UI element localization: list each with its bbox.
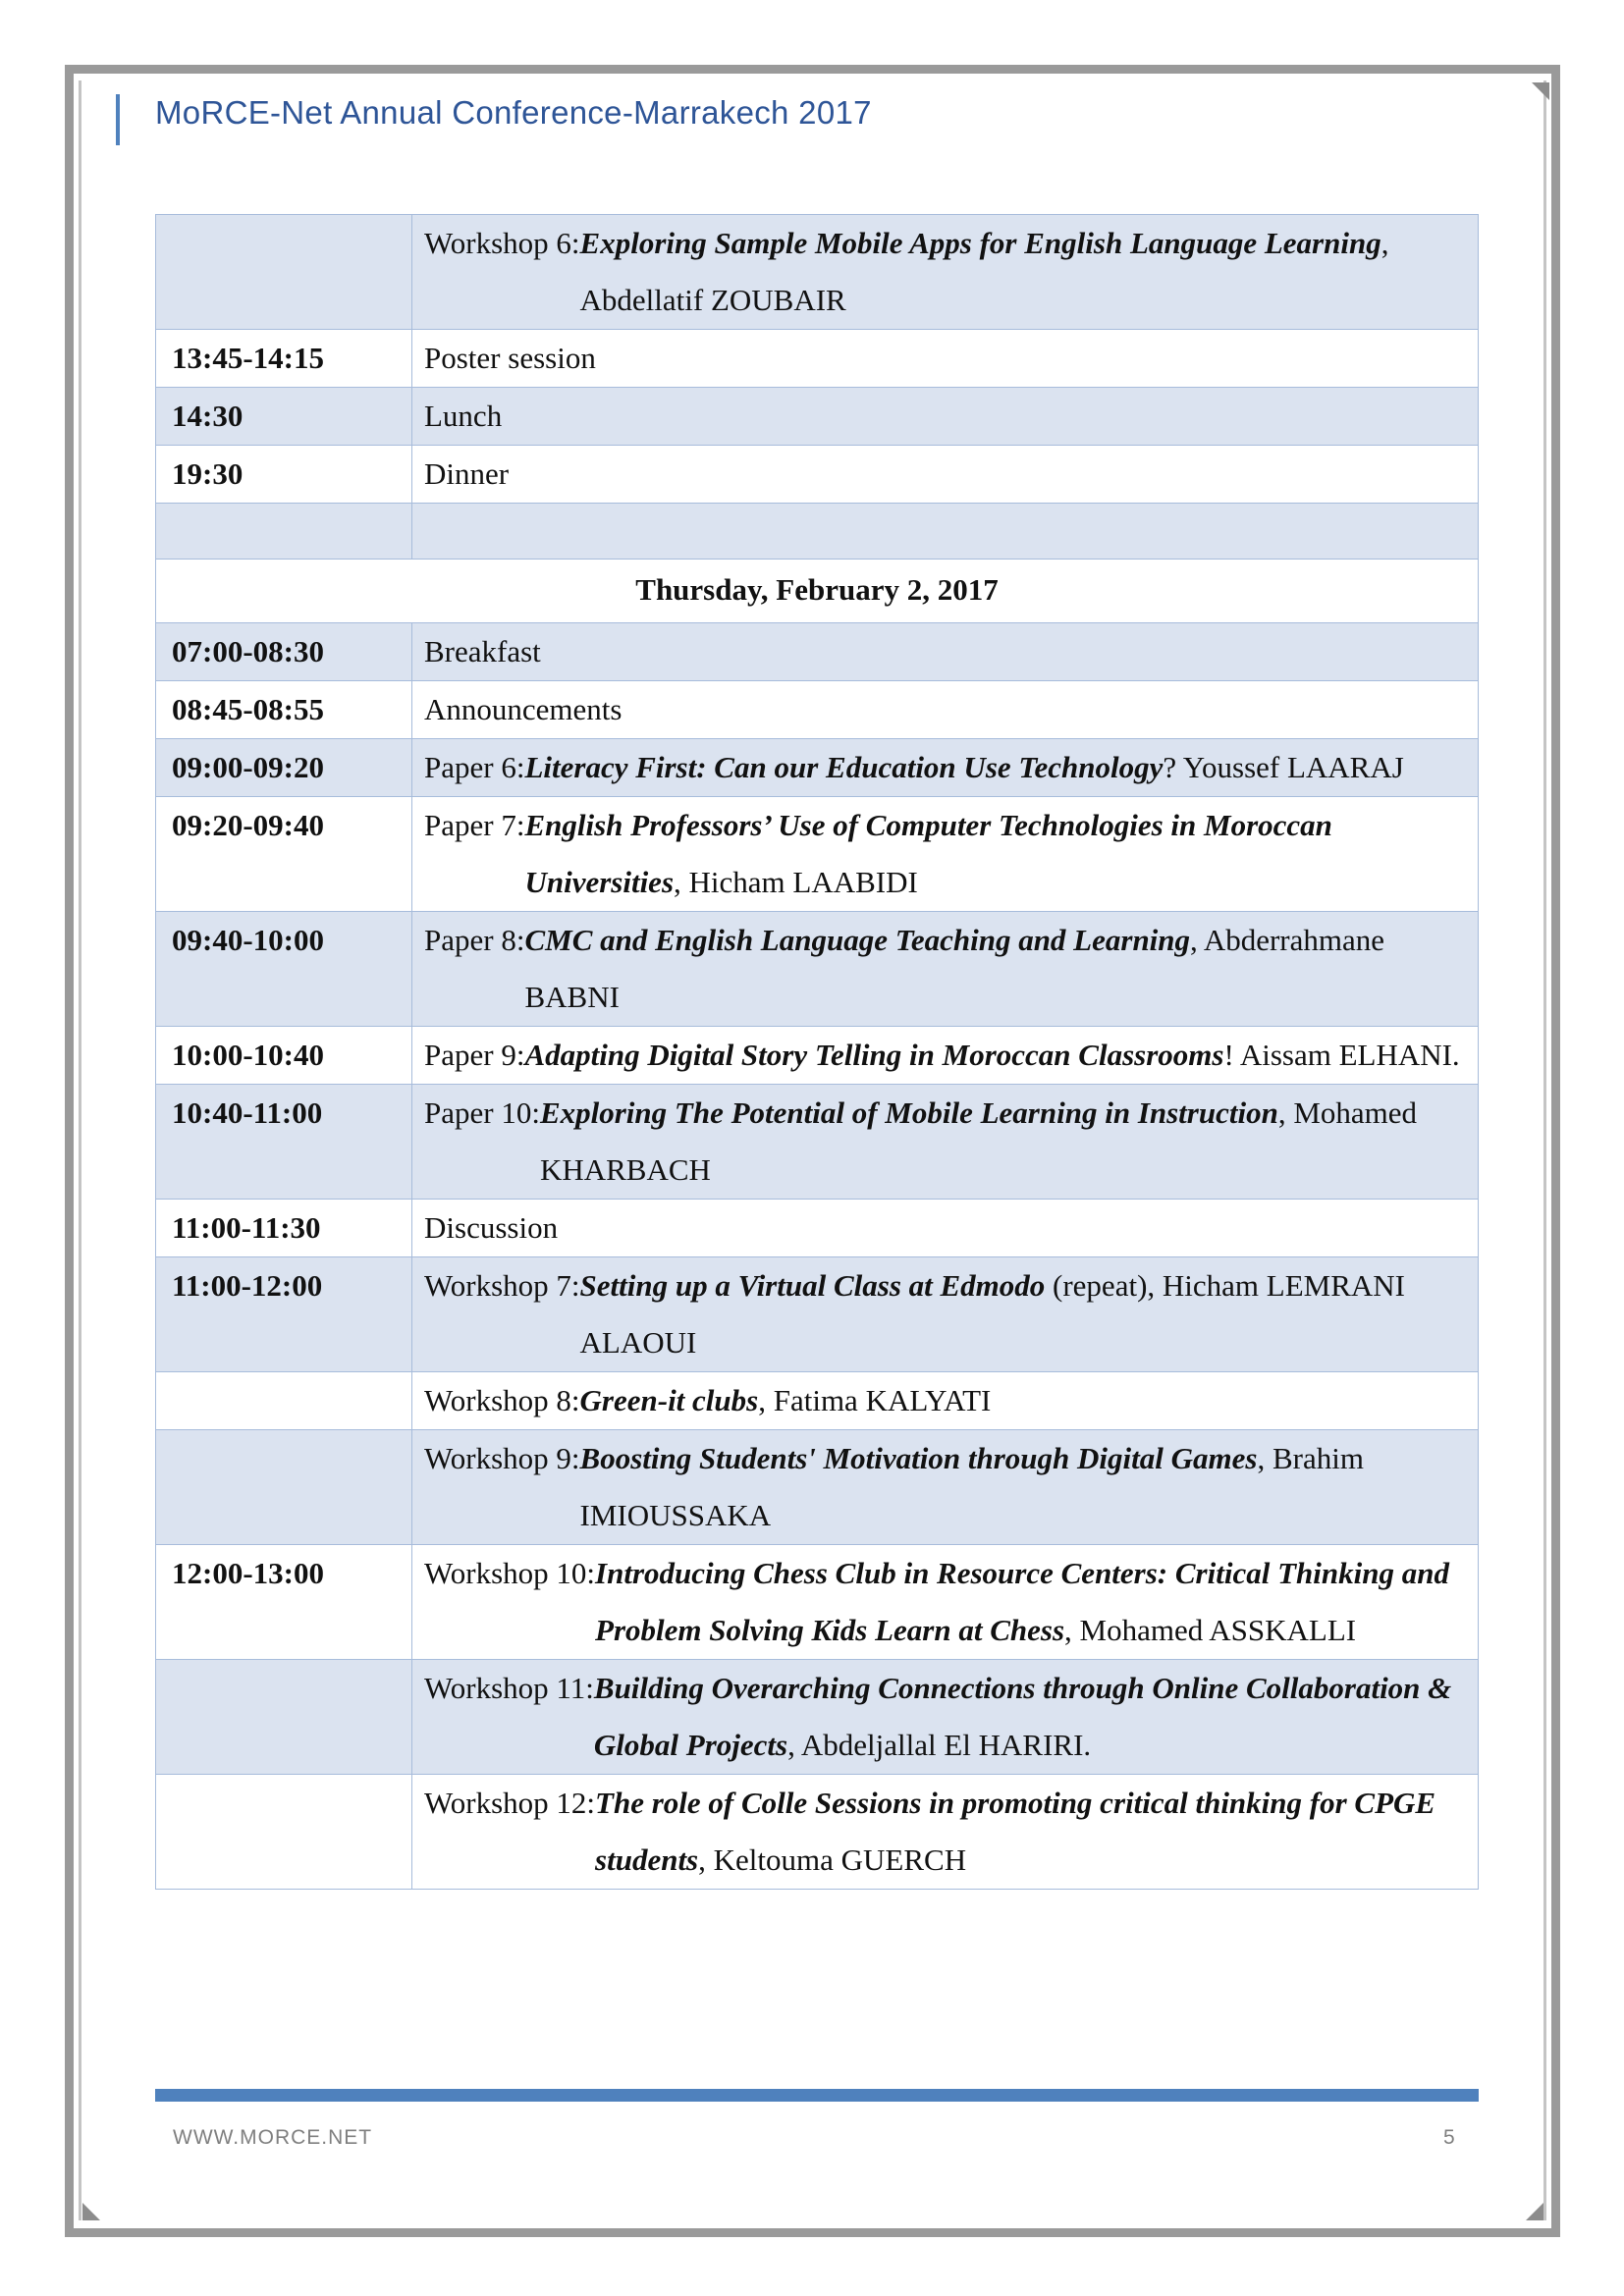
program-row — [156, 1027, 1479, 1085]
session-label: Workshop 7: — [424, 1268, 580, 1303]
page-frame-right — [1551, 65, 1560, 2237]
session-title-end: , — [698, 1842, 706, 1877]
page-frame-top — [67, 65, 1559, 74]
program-row — [156, 1085, 1479, 1200]
program-table — [155, 214, 1479, 1890]
program-row — [156, 681, 1479, 739]
session-presenter: , Abdellatif ZOUBAIR — [579, 226, 1389, 317]
session-label: Paper 10: — [424, 1095, 540, 1130]
frame-corner — [1551, 65, 1560, 74]
time-slot: 12:00-13:00 — [156, 1545, 412, 1660]
session-title: Introducing Chess Club in Resource Centers: Critical Thinking and Problem Solving Kids Learn at Chess — [595, 1556, 1449, 1647]
session-cell — [412, 1660, 1479, 1775]
session-details — [580, 1372, 1466, 1429]
page-number: 5 — [1443, 2126, 1455, 2149]
page-frame-left — [65, 65, 74, 2237]
session-cell — [412, 388, 1479, 446]
session-entry — [424, 1430, 1466, 1544]
spacer-cell — [412, 504, 1479, 560]
time-slot: 10:40-11:00 — [156, 1085, 412, 1200]
session-presenter: , Mohamed KHARBACH — [539, 1095, 1418, 1187]
session-title: Green-it clubs — [579, 1383, 759, 1417]
session-cell — [412, 1200, 1479, 1257]
session-cell — [412, 912, 1479, 1027]
page-frame-inner-right — [1543, 80, 1546, 2220]
session-entry — [424, 1372, 1466, 1429]
session-cell — [412, 1027, 1479, 1085]
time-slot: 09:40-10:00 — [156, 912, 412, 1027]
session-cell — [412, 681, 1479, 739]
session-cell — [412, 739, 1479, 797]
session-entry — [424, 912, 1466, 1026]
program-row — [156, 1372, 1479, 1430]
page-frame-inner-left — [79, 80, 81, 2220]
session-title: Building Overarching Connections through Online Collaboration & Global Projects — [593, 1671, 1452, 1762]
session-presenter: , Mohamed ASSKALLI — [1064, 1613, 1357, 1647]
program-row — [156, 1545, 1479, 1660]
session-title: Setting up a Virtual Class at Edmodo — [579, 1268, 1046, 1303]
time-slot: 08:45-08:55 — [156, 681, 412, 739]
frame-corner — [65, 2228, 74, 2237]
session-presenter: ? Youssef LAARAJ — [1163, 750, 1404, 784]
time-slot — [156, 1775, 412, 1890]
session-title: English Professors’ Use of Computer Technologies in Moroccan Universities — [524, 808, 1332, 899]
program-row — [156, 560, 1479, 623]
session-cell — [412, 623, 1479, 681]
session-label: Paper 8: — [424, 923, 525, 957]
session-presenter: , Abdeljallal El HARIRI. — [787, 1728, 1092, 1762]
time-slot: 11:00-12:00 — [156, 1257, 412, 1372]
session-cell — [412, 797, 1479, 912]
header-accent-bar — [116, 94, 120, 145]
session-cell — [412, 330, 1479, 388]
session-title: CMC and English Language Teaching and Learning — [524, 923, 1191, 957]
session-title: Adapting Digital Story Telling in Moroccan Classrooms — [524, 1038, 1224, 1072]
session-presenter: (repeat), Hicham LEMRANI ALAOUI — [579, 1268, 1405, 1360]
session-label: Workshop 12: — [424, 1786, 596, 1820]
session-label: Workshop 10: — [424, 1556, 596, 1590]
time-slot — [156, 1430, 412, 1545]
program-row — [156, 1775, 1479, 1890]
time-slot: 11:00-11:30 — [156, 1200, 412, 1257]
session-details — [580, 215, 1466, 329]
session-text: Lunch — [424, 399, 503, 433]
session-cell — [412, 215, 1479, 330]
session-text: Dinner — [424, 456, 510, 491]
session-presenter: , Fatima KALYATI — [758, 1383, 992, 1417]
time-slot: 07:00-08:30 — [156, 623, 412, 681]
session-cell — [412, 446, 1479, 504]
session-title: Boosting Students' Motivation through Digital Games — [579, 1441, 1258, 1475]
session-details — [594, 1660, 1466, 1774]
session-cell — [412, 1430, 1479, 1545]
session-cell — [412, 1775, 1479, 1890]
time-slot: 09:20-09:40 — [156, 797, 412, 912]
frame-corner — [1551, 2228, 1560, 2237]
time-slot: 10:00-10:40 — [156, 1027, 412, 1085]
program-row — [156, 1200, 1479, 1257]
program-row — [156, 1660, 1479, 1775]
session-entry — [424, 215, 1466, 329]
session-entry — [424, 797, 1466, 911]
time-slot: 19:30 — [156, 446, 412, 504]
session-entry — [424, 739, 1466, 796]
program-row — [156, 388, 1479, 446]
frame-corner — [65, 65, 74, 74]
program-row — [156, 1257, 1479, 1372]
footer-website: WWW.MORCE.NET — [173, 2126, 373, 2149]
session-entry — [424, 1257, 1466, 1371]
session-entry — [424, 1545, 1466, 1659]
day-heading: Thursday, February 2, 2017 — [156, 560, 1479, 623]
program-row — [156, 1430, 1479, 1545]
program-row — [156, 739, 1479, 797]
session-details — [580, 1257, 1466, 1371]
session-label: Paper 7: — [424, 808, 525, 842]
session-presenter: , Hicham LAABIDI — [674, 865, 918, 899]
page-header-title: MoRCE-Net Annual Conference-Marrakech 2017 — [155, 94, 872, 131]
program-row — [156, 446, 1479, 504]
page-frame-bottom — [67, 2228, 1559, 2237]
session-presenter: , Brahim IMIOUSSAKA — [579, 1441, 1364, 1532]
footer-rule — [155, 2089, 1479, 2102]
program-row — [156, 623, 1479, 681]
program-row — [156, 797, 1479, 912]
session-label: Paper 9: — [424, 1038, 525, 1072]
time-slot — [156, 1660, 412, 1775]
time-slot: 09:00-09:20 — [156, 739, 412, 797]
session-text: Discussion — [424, 1210, 559, 1245]
session-details — [524, 797, 1466, 911]
session-title: Literacy First: Can our Education Use Technology — [524, 750, 1164, 784]
session-presenter: ! Aissam ELHANI. — [1223, 1038, 1460, 1072]
program-table-body — [156, 215, 1479, 1890]
session-details — [524, 739, 1466, 796]
session-text: Poster session — [424, 341, 596, 375]
session-details — [595, 1775, 1466, 1889]
session-label: Workshop 6: — [424, 226, 580, 260]
session-label: Workshop 8: — [424, 1383, 580, 1417]
session-details — [540, 1085, 1466, 1199]
session-details — [595, 1545, 1466, 1659]
session-cell — [412, 1085, 1479, 1200]
session-label: Paper 6: — [424, 750, 525, 784]
program-row — [156, 912, 1479, 1027]
session-entry — [424, 1085, 1466, 1199]
session-details — [524, 1027, 1466, 1084]
program-row — [156, 215, 1479, 330]
time-slot: 14:30 — [156, 388, 412, 446]
session-cell — [412, 1257, 1479, 1372]
spacer-row — [156, 504, 1479, 560]
frame-corner-triangle — [1526, 2203, 1543, 2220]
session-text: Announcements — [424, 692, 623, 726]
session-presenter: Keltouma GUERCH — [705, 1842, 967, 1877]
frame-corner-triangle — [82, 2203, 100, 2220]
session-details — [580, 1430, 1466, 1544]
session-entry — [424, 1775, 1466, 1889]
session-title: The role of Colle Sessions in promoting critical thinking for CPGE students — [595, 1786, 1436, 1877]
time-slot — [156, 1372, 412, 1430]
session-title: Exploring The Potential of Mobile Learning in Instruction — [539, 1095, 1278, 1130]
session-text: Breakfast — [424, 634, 541, 668]
frame-corner-triangle — [1532, 82, 1549, 100]
session-title: Exploring Sample Mobile Apps for English Language Learning — [579, 226, 1381, 260]
session-entry — [424, 1660, 1466, 1774]
program-row — [156, 330, 1479, 388]
time-slot — [156, 215, 412, 330]
session-cell — [412, 1372, 1479, 1430]
spacer-cell — [156, 504, 412, 560]
session-details — [524, 912, 1466, 1026]
time-slot: 13:45-14:15 — [156, 330, 412, 388]
session-cell — [412, 1545, 1479, 1660]
session-entry — [424, 1027, 1466, 1084]
session-presenter: , Abderrahmane BABNI — [524, 923, 1385, 1014]
session-label: Workshop 11: — [424, 1671, 594, 1705]
session-label: Workshop 9: — [424, 1441, 580, 1475]
